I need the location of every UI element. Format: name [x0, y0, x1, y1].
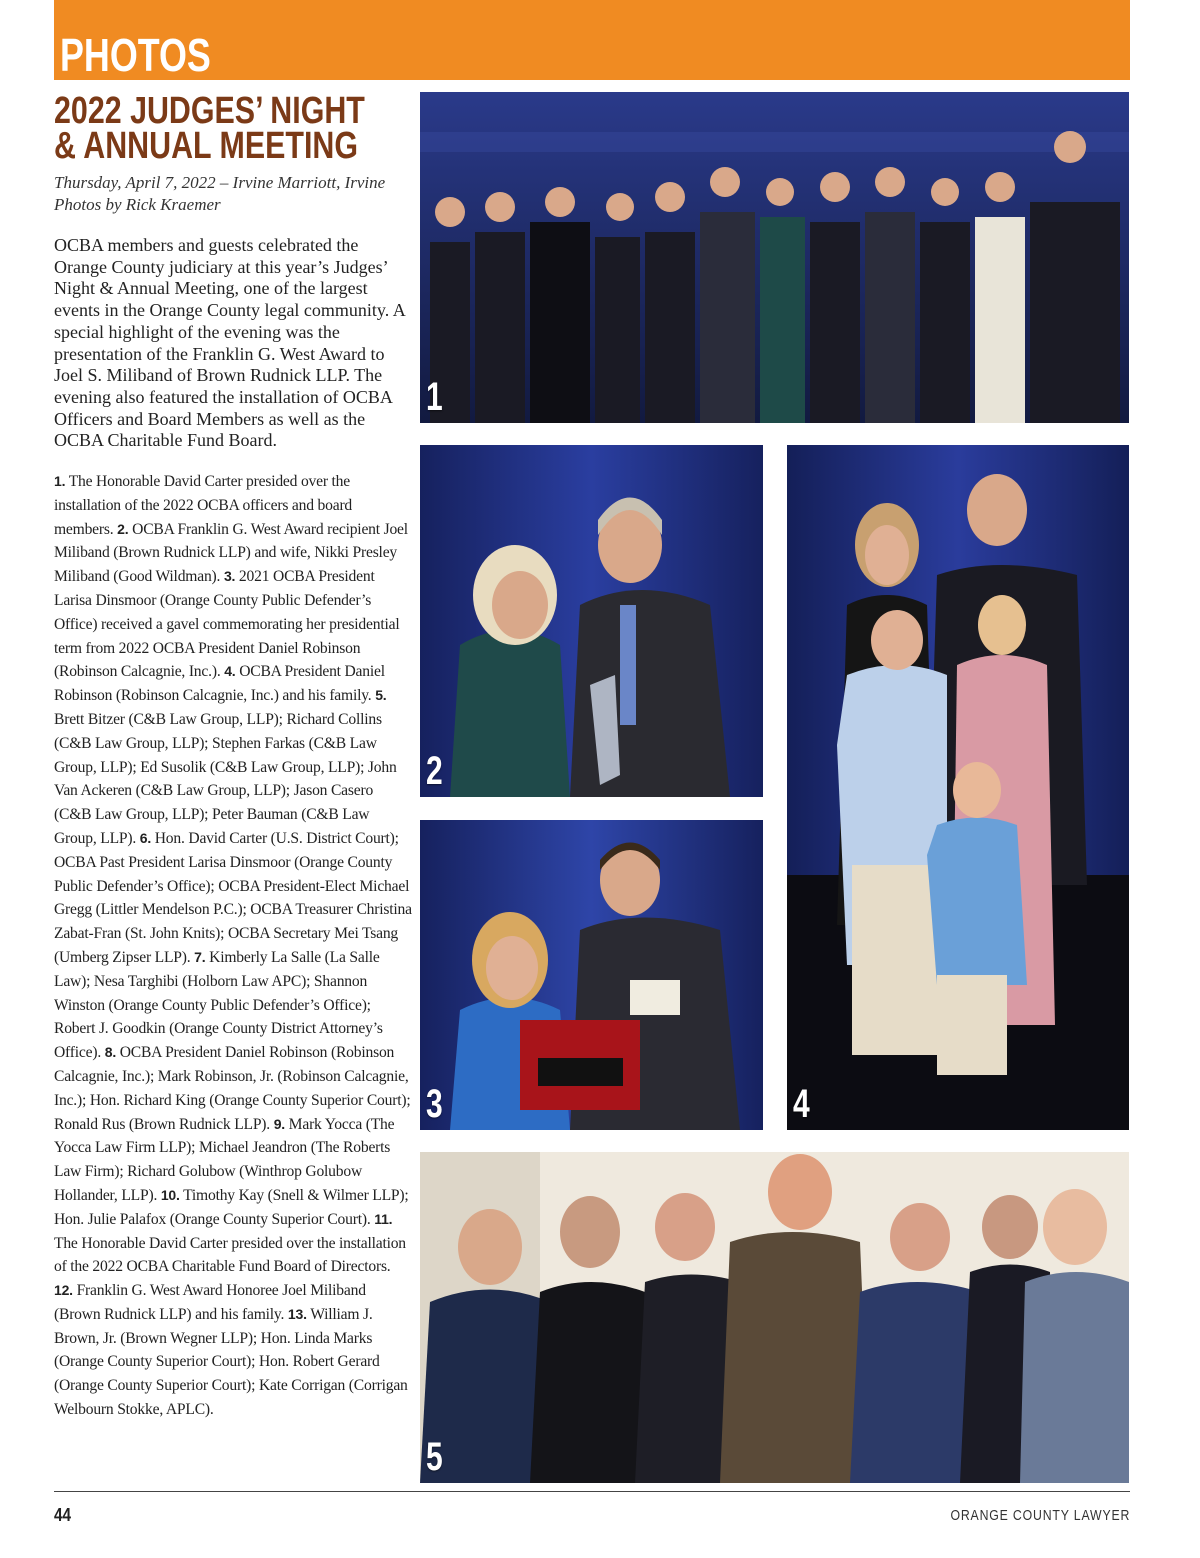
caption-text: OCBA President Daniel Robinson (Robinson Calcagnie, Inc.); Mark Robinson, Jr. (Robinson Calcagnie, Inc.); Hon. Richard King (Orange County Superior Court); Ronald Rus (Brown Rudnick LLP).: [54, 1044, 411, 1133]
photo-1-illustration: [420, 92, 1129, 423]
headline-line-2: & ANNUAL MEETING: [54, 125, 358, 167]
photo-4-illustration: [787, 445, 1129, 1130]
section-banner: [54, 0, 1130, 80]
caption-text: William J. Brown, Jr. (Brown Wegner LLP); Hon. Linda Marks (Orange County Superior Court); Hon. Robert Gerard (Orange County Superior Court); Kate Corrigan (Corrigan Welbourn Stokke, APLC).: [54, 1305, 408, 1419]
caption-number: 7.: [194, 948, 206, 965]
caption-text: Timothy Kay (Snell & Wilmer LLP); Hon. Julie Palafox (Orange County Superior Court).: [54, 1186, 409, 1228]
event-date-location: Thursday, April 7, 2022 – Irvine Marriott, Irvine: [54, 173, 386, 192]
caption-text: Franklin G. West Award Honoree Joel Miliband (Brown Rudnick LLP) and his family.: [54, 1282, 366, 1323]
caption-text: The Honorable David Carter presided over the installation of the 2022 OCBA officers and board members.: [54, 473, 353, 538]
photo-2-award-recipient: [420, 445, 763, 797]
photo-4-family: [787, 445, 1129, 1130]
dateline: [54, 172, 404, 216]
photo-number: 4: [793, 1082, 810, 1126]
photo-5-illustration: [420, 1152, 1129, 1483]
photo-2-illustration: [420, 445, 763, 797]
caption-number: 12.: [54, 1282, 73, 1299]
article-headline: [54, 90, 365, 167]
caption-text: Kimberly La Salle (La Salle Law); Nesa Targhibi (Holborn Law APC); Shannon Winston (Orange County Public Defender’s Office); Robert J. Goodkin (Orange County District Attorney’s Office).: [54, 948, 383, 1062]
caption-number: 5.: [375, 687, 387, 704]
caption-text: The Honorable David Carter presided over the installation of the 2022 OCBA Charitable Fund Board of Directors.: [54, 1234, 406, 1276]
caption-text: Mark Yocca (The Yocca Law Firm LLP); Michael Jeandron (The Roberts Law Firm); Richard Golubow (Winthrop Golubow Hollander, LLP).: [54, 1115, 395, 1204]
intro-paragraph: OCBA members and guests celebrated the Orange County judiciary at this year’s Judges’ Night & Annual Meeting, one of the largest events in the Orange County legal community. A special highlight of the evening was the presentation of the Franklin G. West Award to Joel S. Miliband of Brown Rudnick LLP. The evening also featured the installation of OCBA Officers and Board Members as well as the OCBA Charitable Fund Board.: [54, 235, 405, 451]
magazine-name: ORANGE COUNTY LAWYER: [950, 1507, 1130, 1524]
caption-number: 4.: [224, 663, 236, 680]
caption-text: OCBA Franklin G. West Award recipient Joel Miliband (Brown Rudnick LLP) and wife, Nikki Presley Miliband (Good Wildman).: [54, 520, 408, 586]
caption-number: 10.: [160, 1186, 180, 1203]
photo-number: 3: [426, 1082, 443, 1126]
caption-number: 2.: [117, 520, 129, 537]
photo-1-group: [420, 92, 1129, 423]
headline-line-1: 2022 JUDGES’ NIGHT: [54, 90, 365, 132]
caption-text: 2021 OCBA President Larisa Dinsmoor (Orange County Public Defender’s Office) received a gavel commemorating her presidential term from 2022 OCBA President Daniel Robinson (Robinson Calcagnie, Inc.).: [54, 568, 400, 681]
photo-credit: Photos by Rick Kraemer: [54, 195, 221, 214]
caption-number: 3.: [223, 568, 236, 585]
photo-number: 5: [426, 1435, 443, 1479]
photo-number: 2: [426, 749, 443, 793]
photo-5-law-group: [420, 1152, 1129, 1483]
section-label: PHOTOS: [60, 29, 211, 81]
caption-text: Hon. David Carter (U.S. District Court); OCBA Past President Larisa Dinsmoor (Orange County Public Defender’s Office); OCBA President-Elect Michael Gregg (Littler Mendelson P.C.); OCBA Treasurer Christina Zabat-Fran (St. John Knits); OCBA Secretary Mei Tsang (Umberg Zipser LLP).: [54, 829, 412, 966]
caption-number: 1.: [54, 473, 66, 489]
caption-number: 6.: [139, 829, 152, 846]
photo-3-gavel-presentation: [420, 820, 763, 1130]
footer-divider: [54, 1491, 1130, 1492]
caption-number: 8.: [104, 1044, 117, 1061]
photo-captions: [54, 470, 412, 1422]
caption-text: OCBA President Daniel Robinson (Robinson Calcagnie, Inc.) and his family.: [54, 663, 385, 705]
caption-number: 11.: [374, 1210, 393, 1227]
caption-number: 9.: [273, 1115, 285, 1132]
caption-text: Brett Bitzer (C&B Law Group, LLP); Richard Collins (C&B Law Group, LLP); Stephen Farkas (C&B Law Group, LLP); Ed Susolik (C&B Law Group, LLP); John Van Ackeren (C&B Law Group, LLP); Jason Casero (C&B Law Group, LLP); Peter Bauman (C&B Law Group, LLP).: [54, 710, 397, 847]
page-number: 44: [54, 1505, 72, 1525]
caption-number: 13.: [287, 1305, 307, 1322]
photo-3-illustration: [420, 820, 763, 1130]
photo-number: 1: [426, 375, 443, 419]
